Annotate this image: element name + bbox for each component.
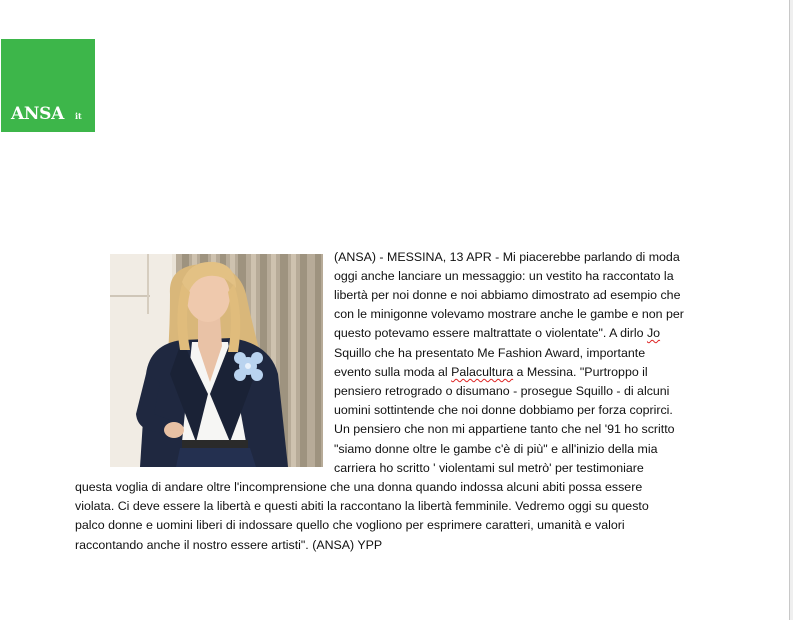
article-line-text: questo potevamo essere maltrattate o violentate". A dirlo — [334, 326, 647, 340]
article-line: questa voglia di andare oltre l'incomprensione che una donna quando indossa alcuni abiti possa essere — [75, 480, 643, 494]
article-line: Un pensiero che non mi appartiene tanto che nel '91 ho scritto — [334, 422, 675, 436]
article-line-text: a Messina. "Purtroppo il — [513, 365, 648, 379]
article-line: oggi anche lanciare un messaggio: un vestito ha raccontato la — [334, 269, 674, 283]
article-line: "siamo donne oltre le gambe c'è di più" e all'inizio della mia — [334, 442, 658, 456]
article-line: con le minigonne volevamo mostrare anche le gambe e non per — [334, 307, 684, 321]
article-line: raccontando anche il nostro essere artisti". (ANSA) YPP — [75, 538, 383, 552]
article-line: violata. Ci deve essere la libertà e questi abiti la raccontano la libertà femminile. Vedremo oggi su questo — [75, 499, 649, 513]
article-line — [334, 324, 660, 343]
spellcheck-word: Jo — [646, 326, 661, 340]
article-line: (ANSA) - MESSINA, 13 APR - Mi piacerebbe parlando di moda — [334, 250, 680, 264]
article-line: carriera ho scritto ' violentami sul metrò' per testimoniare — [334, 461, 644, 475]
article-line — [334, 363, 648, 382]
article-line: libertà per noi donne e noi abbiamo dimostrato ad esempio che — [334, 288, 681, 302]
ansa-logo-suffix: it — [75, 111, 82, 121]
article-line: palco donne e uomini liberi di indossare quello che vogliono per esprimere caratteri, umanità e valori — [75, 518, 625, 532]
ansa-logo-text: ANSA — [11, 104, 64, 124]
article-photo — [110, 254, 323, 467]
article-line-text: evento sulla moda al — [334, 365, 452, 379]
spellcheck-word: Palacultura — [451, 365, 514, 379]
article-line: uomini sottintende che noi donne dobbiamo per forza coprirci. — [334, 403, 673, 417]
article-line: pensiero retrogrado o disumano - prosegue Squillo - di alcuni — [334, 384, 670, 398]
article-line: Squillo che ha presentato Me Fashion Award, importante — [334, 346, 646, 360]
